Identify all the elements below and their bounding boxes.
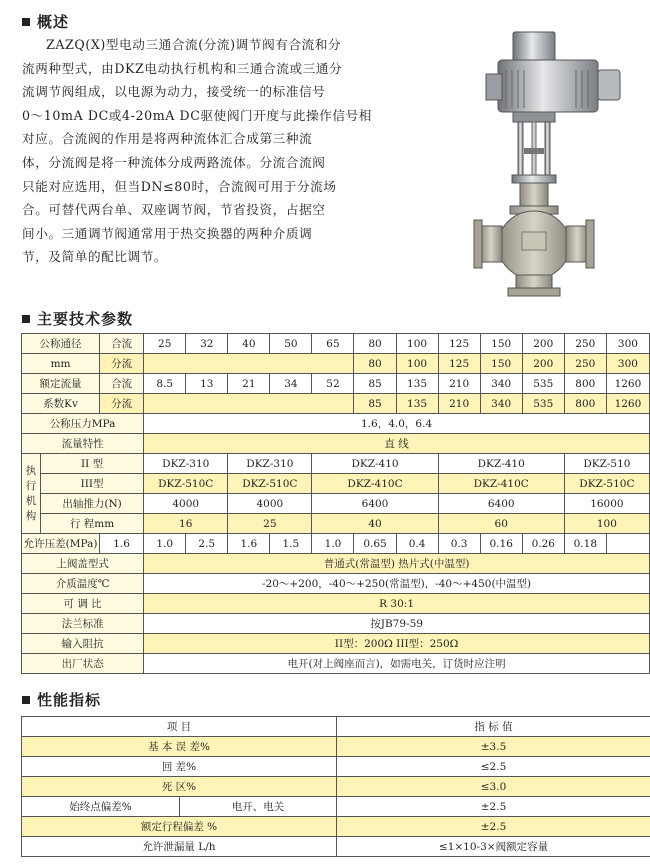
table-cell: 1.5 (270, 534, 312, 554)
table-cell: 80 (354, 354, 396, 374)
table-cell: 200 (522, 334, 564, 354)
pn-value: 1.6，4.0，6.4 (144, 414, 650, 434)
table-cell: 50 (270, 334, 312, 354)
table-row (22, 434, 650, 454)
table-cell: 8.5 (144, 374, 186, 394)
perf-item: 额定行程偏差 % (22, 817, 337, 837)
dn-unit: mm (22, 354, 100, 374)
table-cell: 100 (396, 354, 438, 374)
imp-value: II型：200Ω III型：250Ω (144, 634, 650, 654)
table-row (22, 494, 650, 514)
table-cell: 21 (228, 374, 270, 394)
overview-line: 流调节阀组成，以电源为动力，接受统一的标准信号 (22, 84, 326, 100)
flange-value: 按JB79-59 (144, 614, 650, 634)
overview-line: 体，分流阀是将一种流体分成两路流体。分流合流阀 (22, 154, 326, 170)
table-row (22, 614, 650, 634)
params-heading-text: 主要技术参数 (37, 310, 134, 328)
table-cell-empty (144, 354, 354, 374)
table-cell: 4000 (228, 494, 312, 514)
actuator-label: 执行机构 (22, 454, 41, 534)
temp-value: -20～+200，-40～+250(常温型)，-40～+450(中温型) (144, 574, 650, 594)
perf-value: ±3.5 (337, 737, 650, 757)
overview-line: 流两种型式，由DKZ电动执行机构和三通合流或三通分 (22, 60, 343, 76)
perf-item: 基 本 误 差% (22, 737, 337, 757)
table-cell: 210 (438, 374, 480, 394)
table-cell: 535 (522, 374, 564, 394)
table-cell: 100 (564, 514, 649, 534)
table-cell: 135 (396, 394, 438, 414)
perf-value: ±2.5 (337, 797, 650, 817)
dn-label: 公称通径 (22, 334, 100, 354)
table-cell: 250 (564, 354, 606, 374)
table-row (22, 837, 650, 857)
table-cell: 250 (564, 334, 606, 354)
table-row (22, 454, 650, 474)
table-row (22, 414, 650, 434)
table-cell: 1.6 (100, 534, 144, 554)
kv-unit: 系数Kv (22, 394, 100, 414)
table-cell: DKZ-510C (228, 474, 312, 494)
range-value: R 30:1 (144, 594, 650, 614)
col-value-header: 指 标 值 (337, 717, 650, 737)
table-cell: 16000 (564, 494, 649, 514)
flange-label: 法兰标准 (22, 614, 144, 634)
bonnet-label: 上阀盖型式 (22, 554, 144, 574)
dp-label: 允许压差(MPa) (22, 534, 100, 554)
table-cell: 100 (396, 334, 438, 354)
table-cell: 85 (354, 394, 396, 414)
table-cell-empty (606, 534, 649, 554)
perf-item: 允许泄漏量 L/h (22, 837, 337, 857)
heliu-label: 合流 (100, 374, 144, 394)
table-cell: DKZ-410C (312, 474, 438, 494)
perf-value: ±2.5 (337, 817, 650, 837)
table-cell: DKZ-310 (144, 454, 228, 474)
table-row (22, 334, 650, 354)
table-cell: DKZ-410 (312, 454, 438, 474)
table-cell: 4000 (144, 494, 228, 514)
table-row (22, 514, 650, 534)
table-cell: 25 (144, 334, 186, 354)
table-cell: 25 (228, 514, 312, 534)
table-cell: 60 (438, 514, 564, 534)
table-cell: 800 (564, 394, 606, 414)
table-cell: 85 (354, 374, 396, 394)
perf-item: 始终点偏差% (22, 797, 180, 817)
table-row (22, 654, 650, 674)
params-heading (22, 308, 133, 329)
table-row (22, 534, 650, 554)
table-cell: 34 (270, 374, 312, 394)
table-cell: 300 (606, 334, 649, 354)
table-cell-empty (144, 394, 354, 414)
table-row (22, 737, 650, 757)
pn-label: 公称压力MPa (22, 414, 144, 434)
table-cell: 2.5 (186, 534, 228, 554)
table-row (22, 777, 650, 797)
performance-heading-text: 性能指标 (37, 691, 102, 709)
table-cell: 0.3 (438, 534, 480, 554)
overview-paragraph (22, 33, 377, 269)
overview-line: 对应。合流阀的作用是将两种流体汇合成第三种流 (22, 131, 313, 147)
kv-label: 额定流量 (22, 374, 100, 394)
table-row (22, 757, 650, 777)
overview-line: 间小。三通调节阀通常用于热交换器的两种介质调 (22, 225, 313, 241)
table-row (22, 354, 650, 374)
overview-line: 节，及简单的配比调节。 (22, 249, 168, 265)
table-cell: 125 (438, 334, 480, 354)
perf-item: 回 差% (22, 757, 337, 777)
temp-label: 介质温度℃ (22, 574, 144, 594)
table-cell: 340 (480, 394, 522, 414)
table-cell: 52 (312, 374, 354, 394)
table-row (22, 594, 650, 614)
state-label: 出厂状态 (22, 654, 144, 674)
imp-label: 输入阻抗 (22, 634, 144, 654)
fenliu-label: 分流 (100, 394, 144, 414)
bonnet-value: 普通式(常温型) 热片式(中温型) (144, 554, 650, 574)
table-cell: 6400 (438, 494, 564, 514)
table-cell: 0.18 (564, 534, 606, 554)
table-cell: DKZ-510C (564, 474, 649, 494)
square-bullet-icon (22, 696, 30, 704)
state-value: 电开(对上阀座而言)，如需电关，订货时应注明 (144, 654, 650, 674)
table-cell: 150 (480, 354, 522, 374)
table-row (22, 474, 650, 494)
performance-heading (22, 689, 101, 710)
table-cell: 40 (312, 514, 438, 534)
table-cell: 1.6 (228, 534, 270, 554)
table-row (22, 634, 650, 654)
table-cell: 16 (144, 514, 228, 534)
table-cell: 125 (438, 354, 480, 374)
spec-table (21, 333, 650, 674)
table-cell: 1.0 (144, 534, 186, 554)
table-cell: 13 (186, 374, 228, 394)
type3-label: III型 (41, 474, 144, 494)
overview-line: ZAZQ(X)型电动三通合流(分流)调节阀有合流和分 (46, 37, 342, 52)
table-cell: 340 (480, 374, 522, 394)
heliu-label: 合流 (100, 334, 144, 354)
table-cell: 0.65 (354, 534, 396, 554)
fenliu-label: 分流 (100, 354, 144, 374)
square-bullet-icon (22, 18, 30, 26)
type2-label: II 型 (41, 454, 144, 474)
perf-item: 死 区% (22, 777, 337, 797)
table-row (22, 574, 650, 594)
flow-label: 流量特性 (22, 434, 144, 454)
thrust-label: 出轴推力(N) (41, 494, 144, 514)
valve-product-image (458, 30, 638, 300)
table-cell: 0.4 (396, 534, 438, 554)
table-row (22, 817, 650, 837)
table-cell: DKZ-510 (564, 454, 649, 474)
performance-table (21, 716, 650, 857)
square-bullet-icon (22, 315, 30, 323)
perf-subitem: 电开、电关 (180, 797, 337, 817)
table-cell: 0.16 (480, 534, 522, 554)
table-cell: 1260 (606, 374, 649, 394)
overview-line: 合。可替代两台单、双座调节阀，节省投资，占据空 (22, 202, 326, 218)
table-cell: 1260 (606, 394, 649, 414)
stroke-label: 行 程mm (41, 514, 144, 534)
table-cell: 150 (480, 334, 522, 354)
overview-line: 只能对应选用，但当DN≤80时，合流阀可用于分流场 (22, 178, 337, 194)
table-cell: 210 (438, 394, 480, 414)
table-cell: 300 (606, 354, 649, 374)
table-cell: 535 (522, 394, 564, 414)
flow-value: 直 线 (144, 434, 650, 454)
table-cell: DKZ-410C (438, 474, 564, 494)
perf-value: ≤3.0 (337, 777, 650, 797)
table-cell: DKZ-310 (228, 454, 312, 474)
table-cell: 200 (522, 354, 564, 374)
table-cell: 0.26 (522, 534, 564, 554)
table-cell: 65 (312, 334, 354, 354)
table-row (22, 374, 650, 394)
table-cell: 40 (228, 334, 270, 354)
table-row (22, 554, 650, 574)
table-cell: 800 (564, 374, 606, 394)
table-cell: 6400 (312, 494, 438, 514)
table-cell: 135 (396, 374, 438, 394)
range-label: 可 调 比 (22, 594, 144, 614)
table-cell: DKZ-510C (144, 474, 228, 494)
table-row (22, 394, 650, 414)
table-header-row (22, 717, 650, 737)
table-cell: DKZ-410 (438, 454, 564, 474)
perf-value: ≤2.5 (337, 757, 650, 777)
table-cell: 80 (354, 334, 396, 354)
perf-value: ≤1×10-3×阀额定容量 (337, 837, 650, 857)
overview-line: 0～10mA DC或4-20mA DC驱使阀门开度与此操作信号相 (22, 107, 372, 123)
table-cell: 32 (186, 334, 228, 354)
overview-heading (22, 11, 69, 32)
table-cell: 1.0 (312, 534, 354, 554)
col-item-header: 项 目 (22, 717, 337, 737)
overview-heading-text: 概述 (37, 13, 70, 31)
table-row (22, 797, 650, 817)
